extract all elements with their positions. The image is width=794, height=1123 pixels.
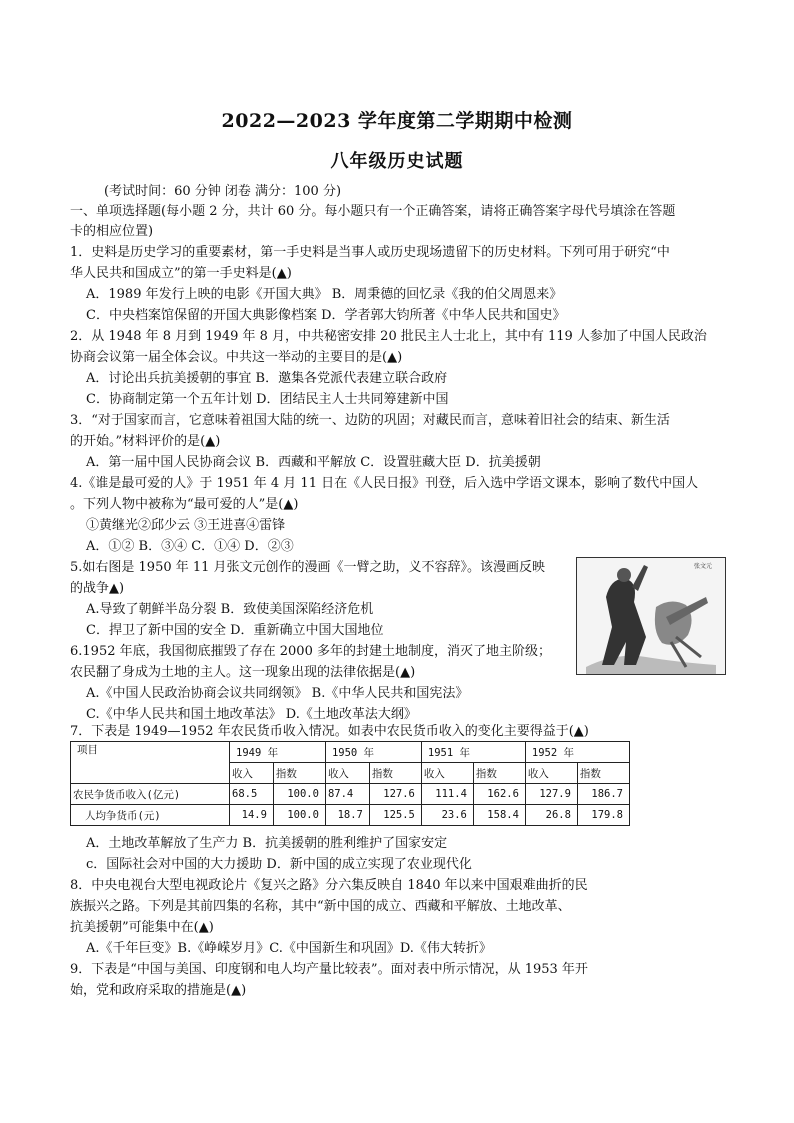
- question-6-stem: 6.1952 年底，我国彻底摧毁了存在 2000 多年的封建土地制度，消灭了地主阶级；: [70, 644, 551, 659]
- table-year-header: 1950 年: [325, 742, 421, 763]
- question-4-stem-cont: 。下列人物中被称为“最可爱的人”是(▲): [70, 497, 299, 512]
- question-1-options-cd: C．中央档案馆保留的开国大典影像档案 D．学者郭大钧所著《中华人民共和国史》: [86, 308, 566, 323]
- question-2-options-cd: C．协商制定第一个五年计划 D．团结民主人士共同筹建新中国: [86, 392, 449, 407]
- question-7-options-ab: A．土地改革解放了生产力 B．抗美援朝的胜利维护了国家安定: [86, 836, 448, 851]
- table-cell: 179.8: [577, 805, 629, 826]
- section-heading: 一、单项选择题(每小题 2 分，共计 60 分。每小题只有一个正确答案，请将正确答案字母代号填涂在答题: [70, 204, 676, 219]
- table-cell: 100.0: [273, 805, 325, 826]
- question-6-options-cd: C.《中华人民共和国土地改革法》 D.《土地改革法大纲》: [86, 707, 417, 722]
- table-subheader: 指数: [473, 763, 525, 784]
- question-6-stem-cont: 农民翻了身成为土地的主人。这一现象出现的法律依据是(▲): [70, 665, 416, 680]
- table-row: [71, 805, 630, 826]
- question-4-items: ①黄继光②邱少云 ③王进喜④雷锋: [86, 518, 286, 533]
- question-1-options-ab: A．1989 年发行上映的电影《开国大典》 B．周秉德的回忆录《我的伯父周恩来》: [86, 287, 563, 302]
- table-cell: 100.0: [273, 784, 325, 805]
- table-cell: 127.9: [525, 784, 577, 805]
- question-2-stem: 2．从 1948 年 8 月到 1949 年 8 月，中共秘密安排 20 批民主人士北上，其中有 119 人参加了中国人民政治: [70, 329, 707, 344]
- question-9-stem-cont: 始，党和政府采取的措施是(▲): [70, 983, 247, 998]
- question-9-stem: 9．下表是“中国与美国、印度钢和电人均产量比较表”。面对表中所示情况，从 1953 年开: [70, 962, 588, 977]
- exam-title: 2022—2023 学年度第二学期期中检测: [221, 110, 573, 132]
- table-subheader: 收入: [230, 763, 274, 784]
- cartoon-signature: 张文元: [694, 563, 713, 570]
- question-4-stem: 4.《谁是最可爱的人》于 1951 年 4 月 11 日在《人民日报》刊登，后入选中学语文课本，影响了数代中国人: [70, 476, 699, 491]
- question-1-stem-cont: 华人民共和国成立”的第一手史料是(▲): [70, 266, 292, 281]
- table-subheader: 收入: [421, 763, 473, 784]
- table-cell: 186.7: [577, 784, 629, 805]
- table-cell: 26.8: [525, 805, 577, 826]
- exam-info: (考试时间：60 分钟 闭卷 满分：100 分): [104, 184, 342, 199]
- question-6-options-ab: A.《中国人民政治协商会议共同纲领》 B.《中华人民共和国宪法》: [86, 686, 469, 701]
- question-8-stem: 8．中央电视台大型电视政论片《复兴之路》分六集反映自 1840 年以来中国艰难曲折的民: [70, 878, 588, 893]
- question-5-stem-cont: 的战争▲): [70, 581, 125, 596]
- table-cell: 14.9: [230, 805, 274, 826]
- table-row-label: 农民争货币收入(亿元): [71, 784, 230, 805]
- table-subheader: 指数: [273, 763, 325, 784]
- table-cell: 125.5: [369, 805, 421, 826]
- table-subheader: 收入: [325, 763, 369, 784]
- table-cell: 158.4: [473, 805, 525, 826]
- table-subheader: 收入: [525, 763, 577, 784]
- section-heading-cont: 卡的相应位置): [70, 224, 154, 239]
- question-1-stem: 1．史料是历史学习的重要素材，第一手史料是当事人或历史现场遗留下的历史材料。下列可用于研究“中: [70, 245, 670, 260]
- question-3-stem-cont: 的开始。”材料评价的是(▲): [70, 434, 221, 449]
- table-cell: 127.6: [369, 784, 421, 805]
- income-table: [70, 741, 630, 826]
- table-cell: 68.5: [230, 784, 274, 805]
- table-cell: 111.4: [421, 784, 473, 805]
- question-8-options: A.《千年巨变》B.《峥嵘岁月》C.《中国新生和巩固》D.《伟大转折》: [86, 941, 492, 956]
- table-cell: 23.6: [421, 805, 473, 826]
- table-header-row: [71, 742, 630, 763]
- question-7-options-cd: c．国际社会对中国的大力援助 D．新中国的成立实现了农业现代化: [86, 857, 472, 872]
- table-row-label: 人均争货币(元): [71, 805, 230, 826]
- table-row: [71, 784, 630, 805]
- table-cell: 162.6: [473, 784, 525, 805]
- question-2-options-ab: A．讨论出兵抗美援朝的事宜 B．邀集各党派代表建立联合政府: [86, 371, 448, 386]
- question-2-stem-cont: 协商会议第一届全体会议。中共这一举动的主要目的是(▲): [70, 350, 403, 365]
- question-3-options: A．第一届中国人民协商会议 B．西藏和平解放 C．设置驻藏大臣 D．抗美援朝: [86, 455, 541, 470]
- table-year-header: 1952 年: [525, 742, 629, 763]
- table-cell: 18.7: [325, 805, 369, 826]
- question-7-stem: 7．下表是 1949—1952 年农民货币收入情况。如表中农民货币收入的变化主要得益于(▲): [70, 724, 589, 739]
- table-subheader: 指数: [577, 763, 629, 784]
- question-5-options-cd: C．捍卫了新中国的安全 D．重新确立中国大国地位: [86, 623, 384, 638]
- question-8-stem-cont2: 抗美援朝”可能集中在(▲): [70, 920, 214, 935]
- question-5-options-ab: A.导致了朝鲜半岛分裂 B．致使美国深陷经济危机: [86, 602, 374, 617]
- table-year-header: 1949 年: [230, 742, 326, 763]
- question-4-options: A．①② B．③④ C．①④ D．②③: [86, 539, 294, 554]
- exam-subtitle: 八年级历史试题: [330, 151, 464, 172]
- table-cell: 87.4: [325, 784, 369, 805]
- war-cartoon-image: [576, 557, 726, 675]
- table-year-header: 1951 年: [421, 742, 525, 763]
- table-subheader: 指数: [369, 763, 421, 784]
- question-3-stem: 3．“对于国家而言，它意味着祖国大陆的统一、边防的巩固；对藏民而言，意味着旧社会的结束、新生活: [70, 413, 670, 428]
- table-item-header: 项目: [71, 742, 230, 784]
- question-8-stem-cont: 族振兴之路。下列是其前四集的名称，其中“新中国的成立、西藏和平解放、土地改革、: [70, 899, 571, 914]
- question-5-stem: 5.如右图是 1950 年 11 月张文元创作的漫画《一臂之助，义不容辞》。该漫画反映: [70, 560, 546, 575]
